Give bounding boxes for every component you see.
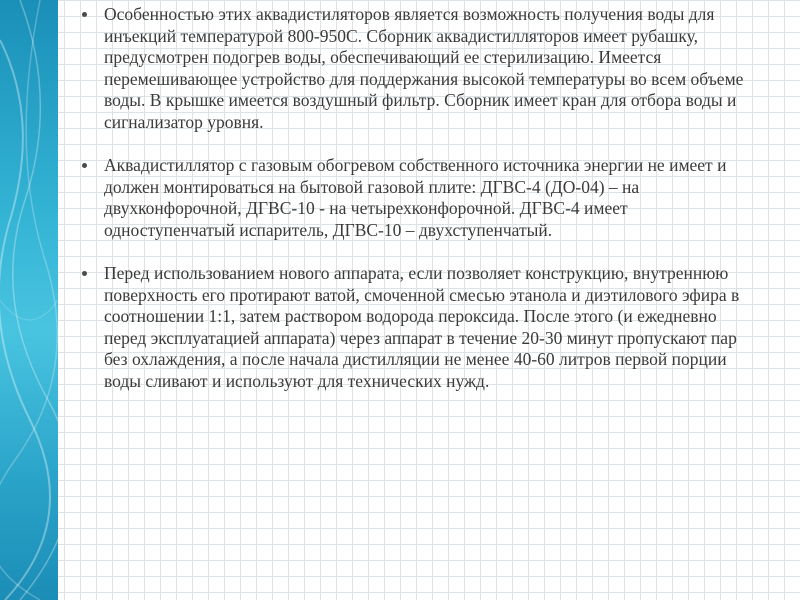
- bullet-dot-icon: [82, 271, 87, 276]
- wave-pattern-icon: [0, 0, 58, 600]
- decorative-side-band: [0, 0, 58, 600]
- slide-content: [82, 4, 762, 414]
- bullet-item: [82, 263, 762, 392]
- bullet-text: Особенностью этих аквадистиляторов является возможность получения воды для инъекций температурой 800-950С. Сборник аквадистилляторов имеет рубашку, предусмотрен подогрев воды, обеспечивающий ее стерилизацию. Имеется перемешивающее устройство для поддержания высокой температуры во всем объеме воды. В крышке имеется воздушный фильтр. Сборник имеет кран для отбора воды и сигнализатор уровня.: [104, 4, 744, 132]
- bullet-dot-icon: [82, 163, 87, 168]
- bullet-text: Аквадистиллятор с газовым обогревом собственного источника энергии не имеет и должен монтироваться на бытовой газовой плите: ДГВС-4 (ДО-04) – на двухконфорочной, ДГВС-10 - на четырехконфорочной. ДГВС-4 имеет одноступенчатый испаритель, ДГВС-10 – двухступенчатый.: [104, 155, 727, 240]
- bullet-dot-icon: [82, 12, 87, 17]
- bullet-text: Перед использованием нового аппарата, если позволяет конструкцию, внутреннюю поверхность его протирают ватой, смоченной смесью этанола и диэтилового эфира в соотношении 1:1, затем раствором водорода пероксида. После этого (и ежедневно перед эксплуатацией аппарата) через аппарат в течение 20-30 минут пропускают пар без охлаждения, а после начала дистилляции не менее 40-60 литров первой порции воды сливают и используют для технических нужд.: [104, 263, 740, 391]
- bullet-list: [82, 4, 762, 392]
- bullet-item: [82, 4, 762, 133]
- bullet-item: [82, 155, 762, 241]
